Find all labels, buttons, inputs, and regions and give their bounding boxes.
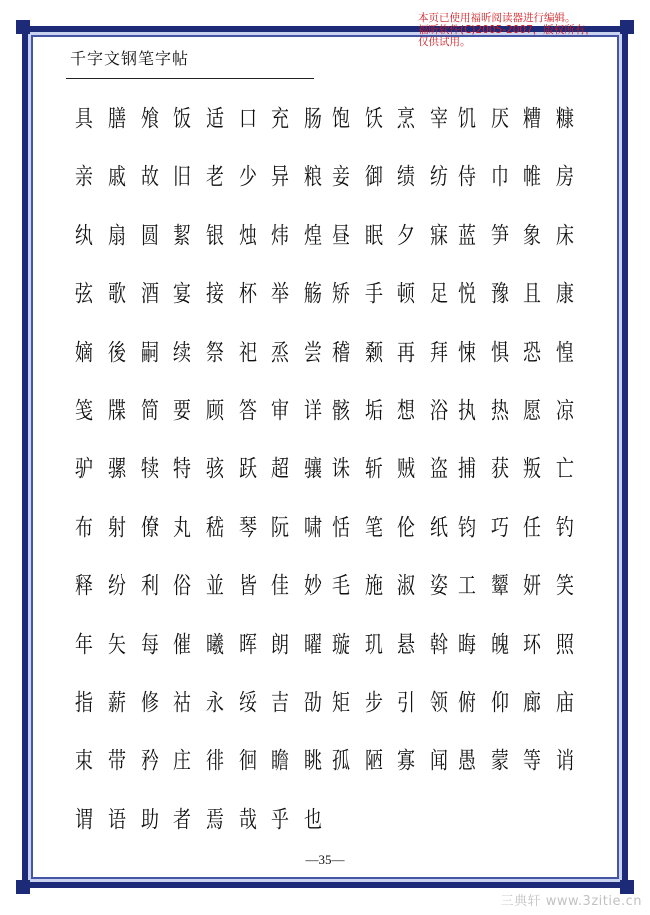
seal-character: 要	[173, 397, 191, 424]
seal-character: 饭	[173, 106, 191, 132]
seal-character: 凉	[556, 397, 574, 424]
seal-character: 照	[556, 631, 574, 658]
seal-character: 妙	[304, 573, 322, 600]
seal-character: 飧	[141, 106, 159, 132]
footer-brand: 三典轩 www.3zitie.cn	[500, 894, 642, 909]
seal-character: 故	[141, 164, 159, 191]
seal-character: 巾	[491, 164, 509, 191]
seal-character: 者	[173, 806, 191, 833]
seal-character: 焉	[206, 806, 224, 833]
seal-character: 接	[206, 281, 224, 308]
seal-character: 指	[75, 689, 93, 716]
seal-character: 恬	[332, 514, 350, 541]
seal-character: 悚	[458, 339, 476, 366]
seal-character: 骧	[304, 456, 322, 483]
seal-character: 悬	[397, 631, 415, 658]
seal-character: 答	[239, 397, 257, 424]
seal-character: 谓	[75, 806, 93, 833]
seal-character: 笔	[365, 514, 383, 541]
seal-character: 薪	[108, 689, 126, 716]
seal-character: 执	[458, 397, 476, 424]
seal-character: 饫	[365, 106, 383, 132]
seal-character: 纸	[430, 514, 448, 541]
seal-character: 适	[206, 106, 224, 132]
seal-character: 钓	[556, 514, 574, 541]
watermark-line-3: 仅供试用。	[418, 36, 471, 48]
character-grid	[74, 100, 574, 859]
seal-character: 眠	[365, 222, 383, 249]
seal-character: 射	[108, 514, 126, 541]
seal-character: 哉	[239, 806, 257, 833]
seal-character: 牒	[108, 397, 126, 424]
seal-character: 侍	[458, 164, 476, 191]
seal-character: 乎	[271, 806, 289, 833]
seal-character: 布	[75, 514, 93, 541]
seal-character: 姿	[430, 573, 448, 600]
seal-character: 驴	[75, 456, 93, 483]
seal-character: 眺	[304, 748, 322, 775]
seal-character: 亡	[556, 456, 574, 483]
character-row	[74, 392, 574, 450]
seal-character: 愚	[458, 748, 476, 775]
seal-character: 跃	[239, 456, 257, 483]
seal-character: 颦	[491, 573, 509, 600]
seal-character: 银	[206, 222, 224, 249]
seal-character: 粮	[304, 164, 322, 191]
seal-character: 纨	[75, 222, 93, 249]
seal-character: 斡	[430, 631, 448, 658]
seal-character: 矜	[141, 748, 159, 775]
seal-character: 施	[365, 573, 383, 600]
character-row	[74, 567, 574, 625]
seal-character: 丸	[173, 514, 191, 541]
seal-character: 惶	[556, 339, 574, 366]
character-row	[74, 509, 574, 567]
seal-character: 续	[173, 339, 191, 366]
seal-character: 骡	[108, 456, 126, 483]
seal-character: 尝	[304, 339, 322, 366]
seal-character: 叛	[523, 456, 541, 483]
seal-character: 康	[556, 281, 574, 308]
seal-character: 每	[141, 631, 159, 658]
seal-character: 详	[304, 397, 322, 424]
corner-ornament-bottom-left	[16, 880, 30, 894]
seal-character: 床	[556, 222, 574, 249]
seal-character: 烝	[271, 339, 289, 366]
seal-character: 少	[239, 164, 257, 191]
seal-character: 饥	[458, 106, 476, 132]
seal-character: 饱	[332, 106, 350, 132]
seal-character: 惧	[491, 339, 509, 366]
seal-character: 煌	[304, 222, 322, 249]
seal-character: 诮	[556, 748, 574, 775]
seal-character: 並	[206, 573, 224, 600]
seal-character: 毛	[332, 573, 350, 600]
seal-character: 蒙	[491, 748, 509, 775]
seal-character: 充	[271, 106, 289, 132]
seal-character: 陋	[365, 748, 383, 775]
title-underline	[66, 78, 314, 79]
seal-character: 阮	[271, 514, 289, 541]
seal-character: 盗	[430, 456, 448, 483]
seal-character: 妾	[332, 164, 350, 191]
seal-character: 歌	[108, 281, 126, 308]
character-row	[74, 742, 574, 800]
seal-character: 房	[556, 164, 574, 191]
seal-character: 等	[523, 748, 541, 775]
seal-character: 寐	[430, 222, 448, 249]
character-row	[74, 217, 574, 275]
seal-character: 具	[75, 106, 93, 132]
seal-character: 戚	[108, 164, 126, 191]
seal-character: 斩	[365, 456, 383, 483]
edit-watermark	[418, 12, 646, 48]
seal-character: 钧	[458, 514, 476, 541]
seal-character: 仰	[491, 689, 509, 716]
seal-character: 环	[523, 631, 541, 658]
seal-character: 特	[173, 456, 191, 483]
seal-character: 简	[141, 397, 159, 424]
seal-character: 顿	[397, 281, 415, 308]
seal-character: 劭	[304, 689, 322, 716]
seal-character: 肠	[304, 106, 322, 132]
character-row	[74, 450, 574, 508]
seal-character: 杯	[239, 281, 257, 308]
seal-character: 垢	[365, 397, 383, 424]
seal-character: 语	[108, 806, 126, 833]
seal-character: 热	[491, 397, 509, 424]
seal-character: 年	[75, 631, 93, 658]
seal-character: 浴	[430, 397, 448, 424]
seal-character: 拜	[430, 339, 448, 366]
seal-character: 吉	[271, 689, 289, 716]
seal-character: 烛	[239, 222, 257, 249]
seal-character: 瞻	[271, 748, 289, 775]
seal-character: 宰	[430, 106, 448, 132]
seal-character: 曦	[206, 631, 224, 658]
seal-character: 御	[365, 164, 383, 191]
seal-character: 助	[141, 806, 159, 833]
seal-character: 宴	[173, 281, 191, 308]
seal-character: 孤	[332, 748, 350, 775]
seal-character: 淑	[397, 573, 415, 600]
seal-character: 廊	[523, 689, 541, 716]
character-row	[74, 275, 574, 333]
seal-character: 颡	[365, 339, 383, 366]
seal-character: 伦	[397, 514, 415, 541]
seal-character: 纺	[430, 164, 448, 191]
seal-character: 嫡	[75, 339, 93, 366]
seal-character: 修	[141, 689, 159, 716]
seal-character: 啸	[304, 514, 322, 541]
seal-character: 皆	[239, 573, 257, 600]
seal-character: 象	[523, 222, 541, 249]
seal-character: 愿	[523, 397, 541, 424]
seal-character: 纷	[108, 573, 126, 600]
page-title: 千字文钢笔字帖	[70, 49, 190, 68]
character-row	[74, 158, 574, 216]
seal-character: 利	[141, 573, 159, 600]
seal-character: 晦	[458, 631, 476, 658]
seal-character: 絜	[173, 222, 191, 249]
seal-character: 豫	[491, 281, 509, 308]
character-row	[74, 684, 574, 742]
seal-character: 任	[523, 514, 541, 541]
seal-character: 犊	[141, 456, 159, 483]
seal-character: 口	[239, 106, 257, 132]
seal-character: 酒	[141, 281, 159, 308]
seal-character: 释	[75, 573, 93, 600]
seal-character: 夕	[397, 222, 415, 249]
seal-character: 矢	[108, 631, 126, 658]
seal-character: 朗	[271, 631, 289, 658]
seal-character: 祜	[173, 689, 191, 716]
seal-character: 俗	[173, 573, 191, 600]
character-row	[74, 100, 574, 158]
seal-character: 催	[173, 631, 191, 658]
character-row	[74, 334, 574, 392]
corner-ornament-top-left	[16, 20, 30, 34]
seal-character: 嵇	[206, 514, 224, 541]
seal-character: 亲	[75, 164, 93, 191]
seal-character: 僚	[141, 514, 159, 541]
seal-character: 庙	[556, 689, 574, 716]
seal-character: 也	[304, 806, 322, 833]
seal-character: 祀	[239, 339, 257, 366]
seal-character: 祭	[206, 339, 224, 366]
seal-character: 笺	[75, 397, 93, 424]
seal-character: 超	[271, 456, 289, 483]
seal-character: 绥	[239, 689, 257, 716]
seal-character: 佳	[271, 573, 289, 600]
seal-character: 厌	[491, 106, 509, 132]
seal-character: 炜	[271, 222, 289, 249]
seal-character: 糠	[556, 106, 574, 132]
watermark-line-1: 本页已使用福昕阅读器进行编辑。	[418, 12, 576, 24]
seal-character: 妍	[523, 573, 541, 600]
seal-character: 恐	[523, 339, 541, 366]
seal-character: 顾	[206, 397, 224, 424]
seal-character: 束	[75, 748, 93, 775]
seal-character: 旧	[173, 164, 191, 191]
seal-character: 工	[458, 573, 476, 600]
seal-character: 昼	[332, 222, 350, 249]
seal-character: 玑	[365, 631, 383, 658]
seal-character: 骸	[332, 397, 350, 424]
seal-character: 悦	[458, 281, 476, 308]
seal-character: 矩	[332, 689, 350, 716]
seal-character: 徊	[239, 748, 257, 775]
seal-character: 庄	[173, 748, 191, 775]
seal-character: 俯	[458, 689, 476, 716]
seal-character: 曜	[304, 631, 322, 658]
seal-character: 贼	[397, 456, 415, 483]
seal-character: 琴	[239, 514, 257, 541]
seal-character: 魄	[491, 631, 509, 658]
seal-character: 获	[491, 456, 509, 483]
page-number: —35—	[305, 852, 345, 867]
seal-character: 稽	[332, 339, 350, 366]
seal-character: 後	[108, 339, 126, 366]
seal-character: 带	[108, 748, 126, 775]
seal-character: 觞	[304, 281, 322, 308]
seal-character: 捕	[458, 456, 476, 483]
seal-character: 烹	[397, 106, 415, 132]
seal-character: 足	[430, 281, 448, 308]
seal-character: 矫	[332, 281, 350, 308]
seal-character: 想	[397, 397, 415, 424]
seal-character: 扇	[108, 222, 126, 249]
character-row	[74, 801, 564, 859]
seal-character: 且	[523, 281, 541, 308]
seal-character: 膳	[108, 106, 126, 132]
seal-character: 诛	[332, 456, 350, 483]
seal-character: 璇	[332, 631, 350, 658]
seal-character: 异	[271, 164, 289, 191]
seal-character: 笑	[556, 573, 574, 600]
seal-character: 审	[271, 397, 289, 424]
seal-character: 骇	[206, 456, 224, 483]
seal-character: 笋	[491, 222, 509, 249]
seal-character: 步	[365, 689, 383, 716]
seal-character: 绩	[397, 164, 415, 191]
seal-character: 帷	[523, 164, 541, 191]
seal-character: 老	[206, 164, 224, 191]
seal-character: 巧	[491, 514, 509, 541]
seal-character: 再	[397, 339, 415, 366]
seal-character: 徘	[206, 748, 224, 775]
seal-character: 圆	[141, 222, 159, 249]
seal-character: 蓝	[458, 222, 476, 249]
seal-character: 手	[365, 281, 383, 308]
seal-character: 引	[397, 689, 415, 716]
seal-character: 永	[206, 689, 224, 716]
seal-character: 晖	[239, 631, 257, 658]
seal-character: 弦	[75, 281, 93, 308]
seal-character: 嗣	[141, 339, 159, 366]
seal-character: 糟	[523, 106, 541, 132]
seal-character: 闻	[430, 748, 448, 775]
character-row	[74, 626, 574, 684]
seal-character: 领	[430, 689, 448, 716]
watermark-line-2: 福昕软件(C)2005-2007，版权所有，	[418, 24, 596, 36]
seal-character: 寡	[397, 748, 415, 775]
seal-character: 举	[271, 281, 289, 308]
